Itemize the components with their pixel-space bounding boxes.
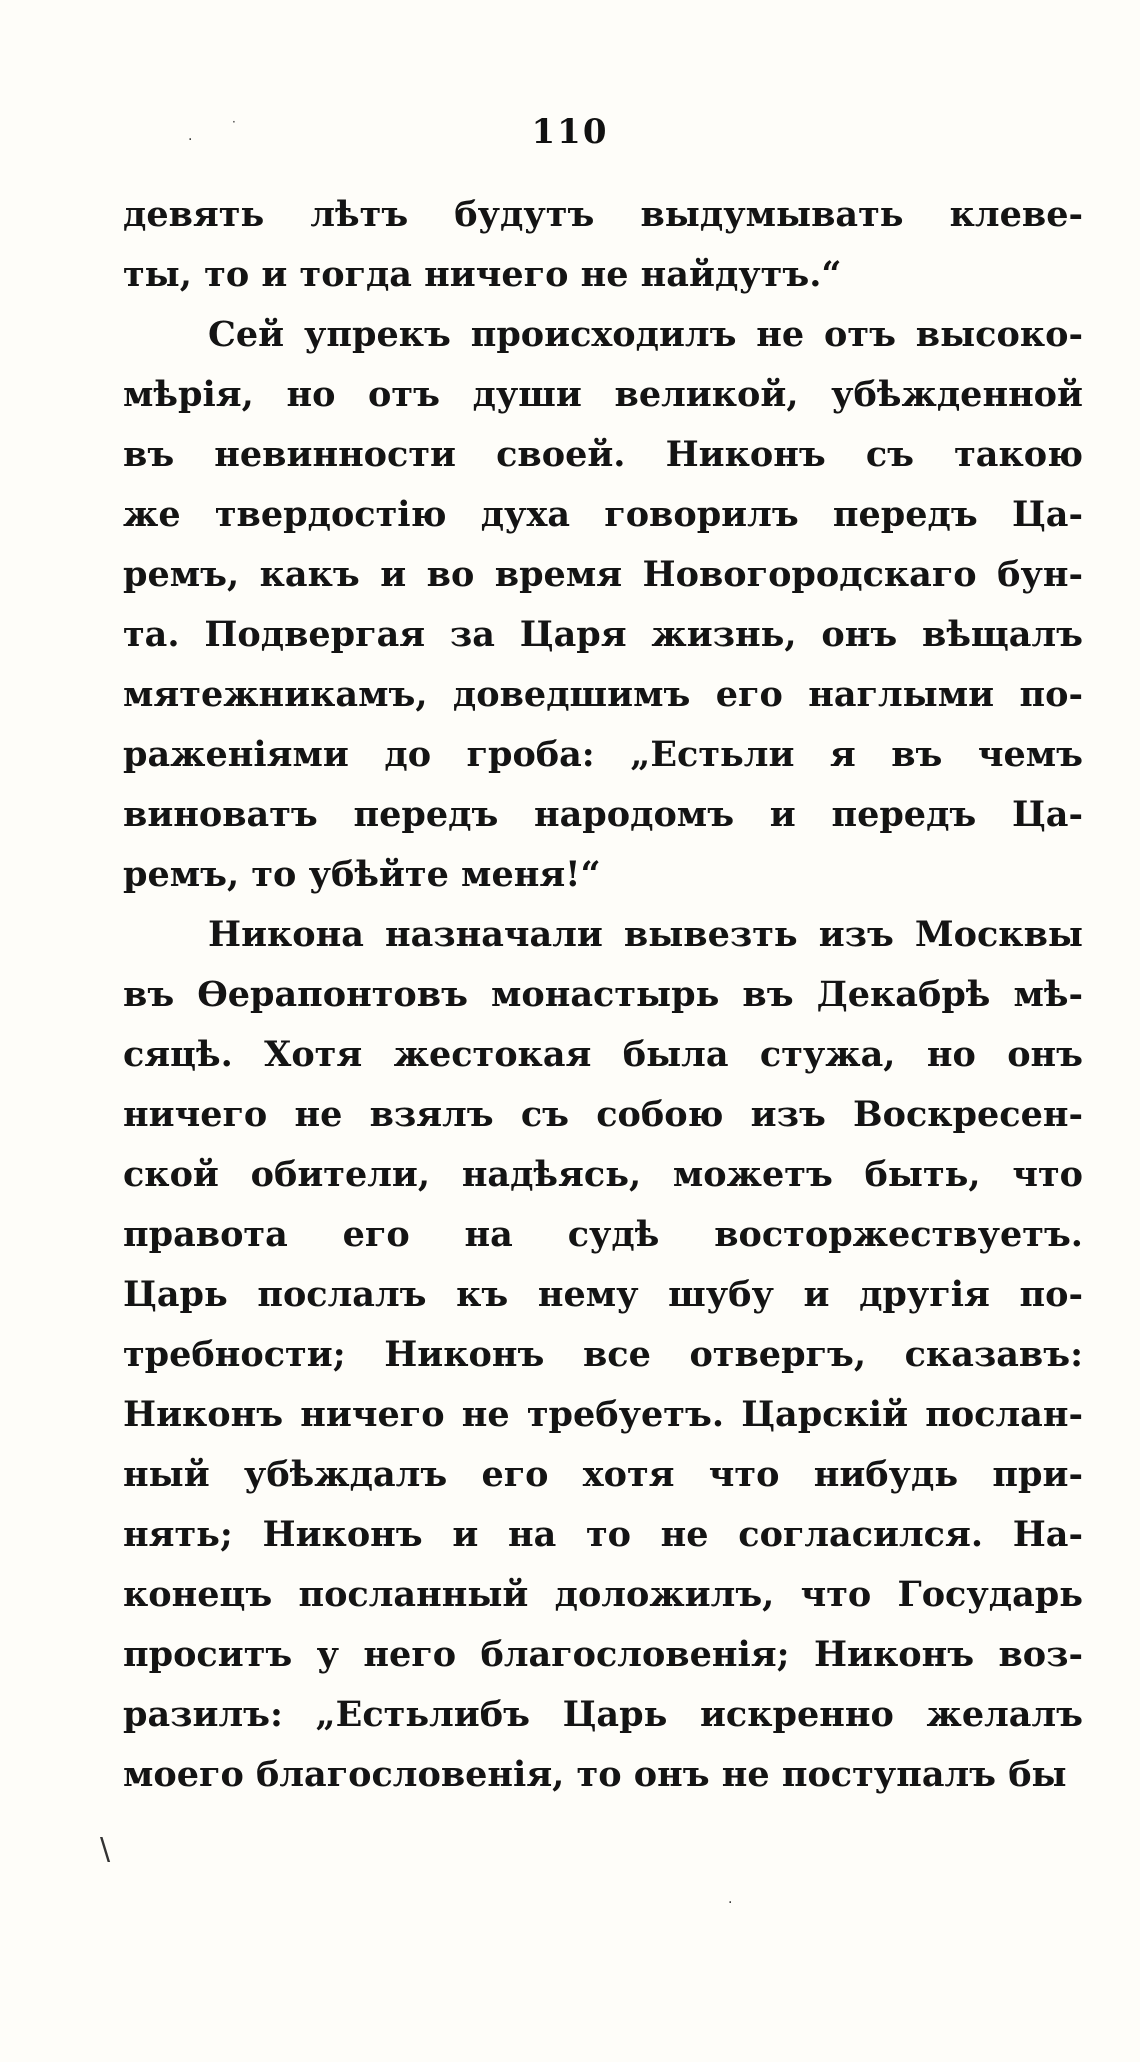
stray-mark: \ (100, 1832, 111, 1867)
text-line: мятежникамъ, доведшимъ его наглыми по- (123, 674, 1083, 715)
text-line: ремъ, какъ и во время Новогородскаго бун- (123, 554, 1083, 595)
text-line: сяцѣ. Хотя жестокая была стужа, но онъ (123, 1034, 1083, 1075)
text-line: разилъ: „Естьлибъ Царь искренно желалъ (123, 1694, 1083, 1735)
text-line: требности; Никонъ все отвергъ, сказавъ: (123, 1334, 1083, 1375)
text-line: Никона назначали вывезть изъ Москвы (208, 914, 1083, 955)
text-line: ремъ, то убѣйте меня!“ (123, 854, 601, 895)
text-line: девять лѣтъ будутъ выдумывать клеве- (123, 194, 1083, 235)
text-line: раженіями до гроба: „Естьли я въ чемъ (123, 734, 1083, 775)
text-line: Сей упрекъ происходилъ не отъ высоко- (208, 314, 1083, 355)
text-line: въ невинности своей. Никонъ съ такою (123, 434, 1083, 475)
text-line: моего благословенія, то онъ не поступалъ бы (123, 1754, 1067, 1795)
text-line: ты, то и тогда ничего не найдутъ.“ (123, 254, 842, 295)
text-line: проситъ у него благословенія; Никонъ воз- (123, 1634, 1083, 1675)
text-line: правота его на судѣ восторжествуетъ. (123, 1214, 1083, 1255)
text-line: нять; Никонъ и на то не согласился. На- (123, 1514, 1083, 1555)
text-line: же твердостію духа говорилъ передъ Ца- (123, 494, 1083, 535)
text-line: Никонъ ничего не требуетъ. Царскій послан- (123, 1394, 1083, 1435)
text-line: ный убѣждалъ его хотя что нибудь при- (123, 1454, 1083, 1495)
text-line: виноватъ передъ народомъ и передъ Ца- (123, 794, 1083, 835)
text-line: ской обители, надѣясь, можетъ быть, что (123, 1154, 1083, 1195)
text-line: та. Подвергая за Царя жизнь, онъ вѣщалъ (123, 614, 1083, 655)
text-line: мѣрія, но отъ души великой, убѣжденной (123, 374, 1083, 415)
text-line: Царь послалъ къ нему шубу и другія по- (123, 1274, 1083, 1315)
ink-speck: · (728, 1895, 733, 1911)
body-text (123, 185, 1083, 1805)
text-line: ничего не взялъ съ собою изъ Воскресен- (123, 1094, 1083, 1135)
page-number: 110 (531, 112, 609, 152)
ink-speck: · (188, 132, 193, 148)
ink-speck: · (232, 115, 236, 129)
text-line: конецъ посланный доложилъ, что Государь (123, 1574, 1083, 1615)
text-line: въ Ѳерапонтовъ монастырь въ Декабрѣ мѣ- (123, 974, 1083, 1015)
